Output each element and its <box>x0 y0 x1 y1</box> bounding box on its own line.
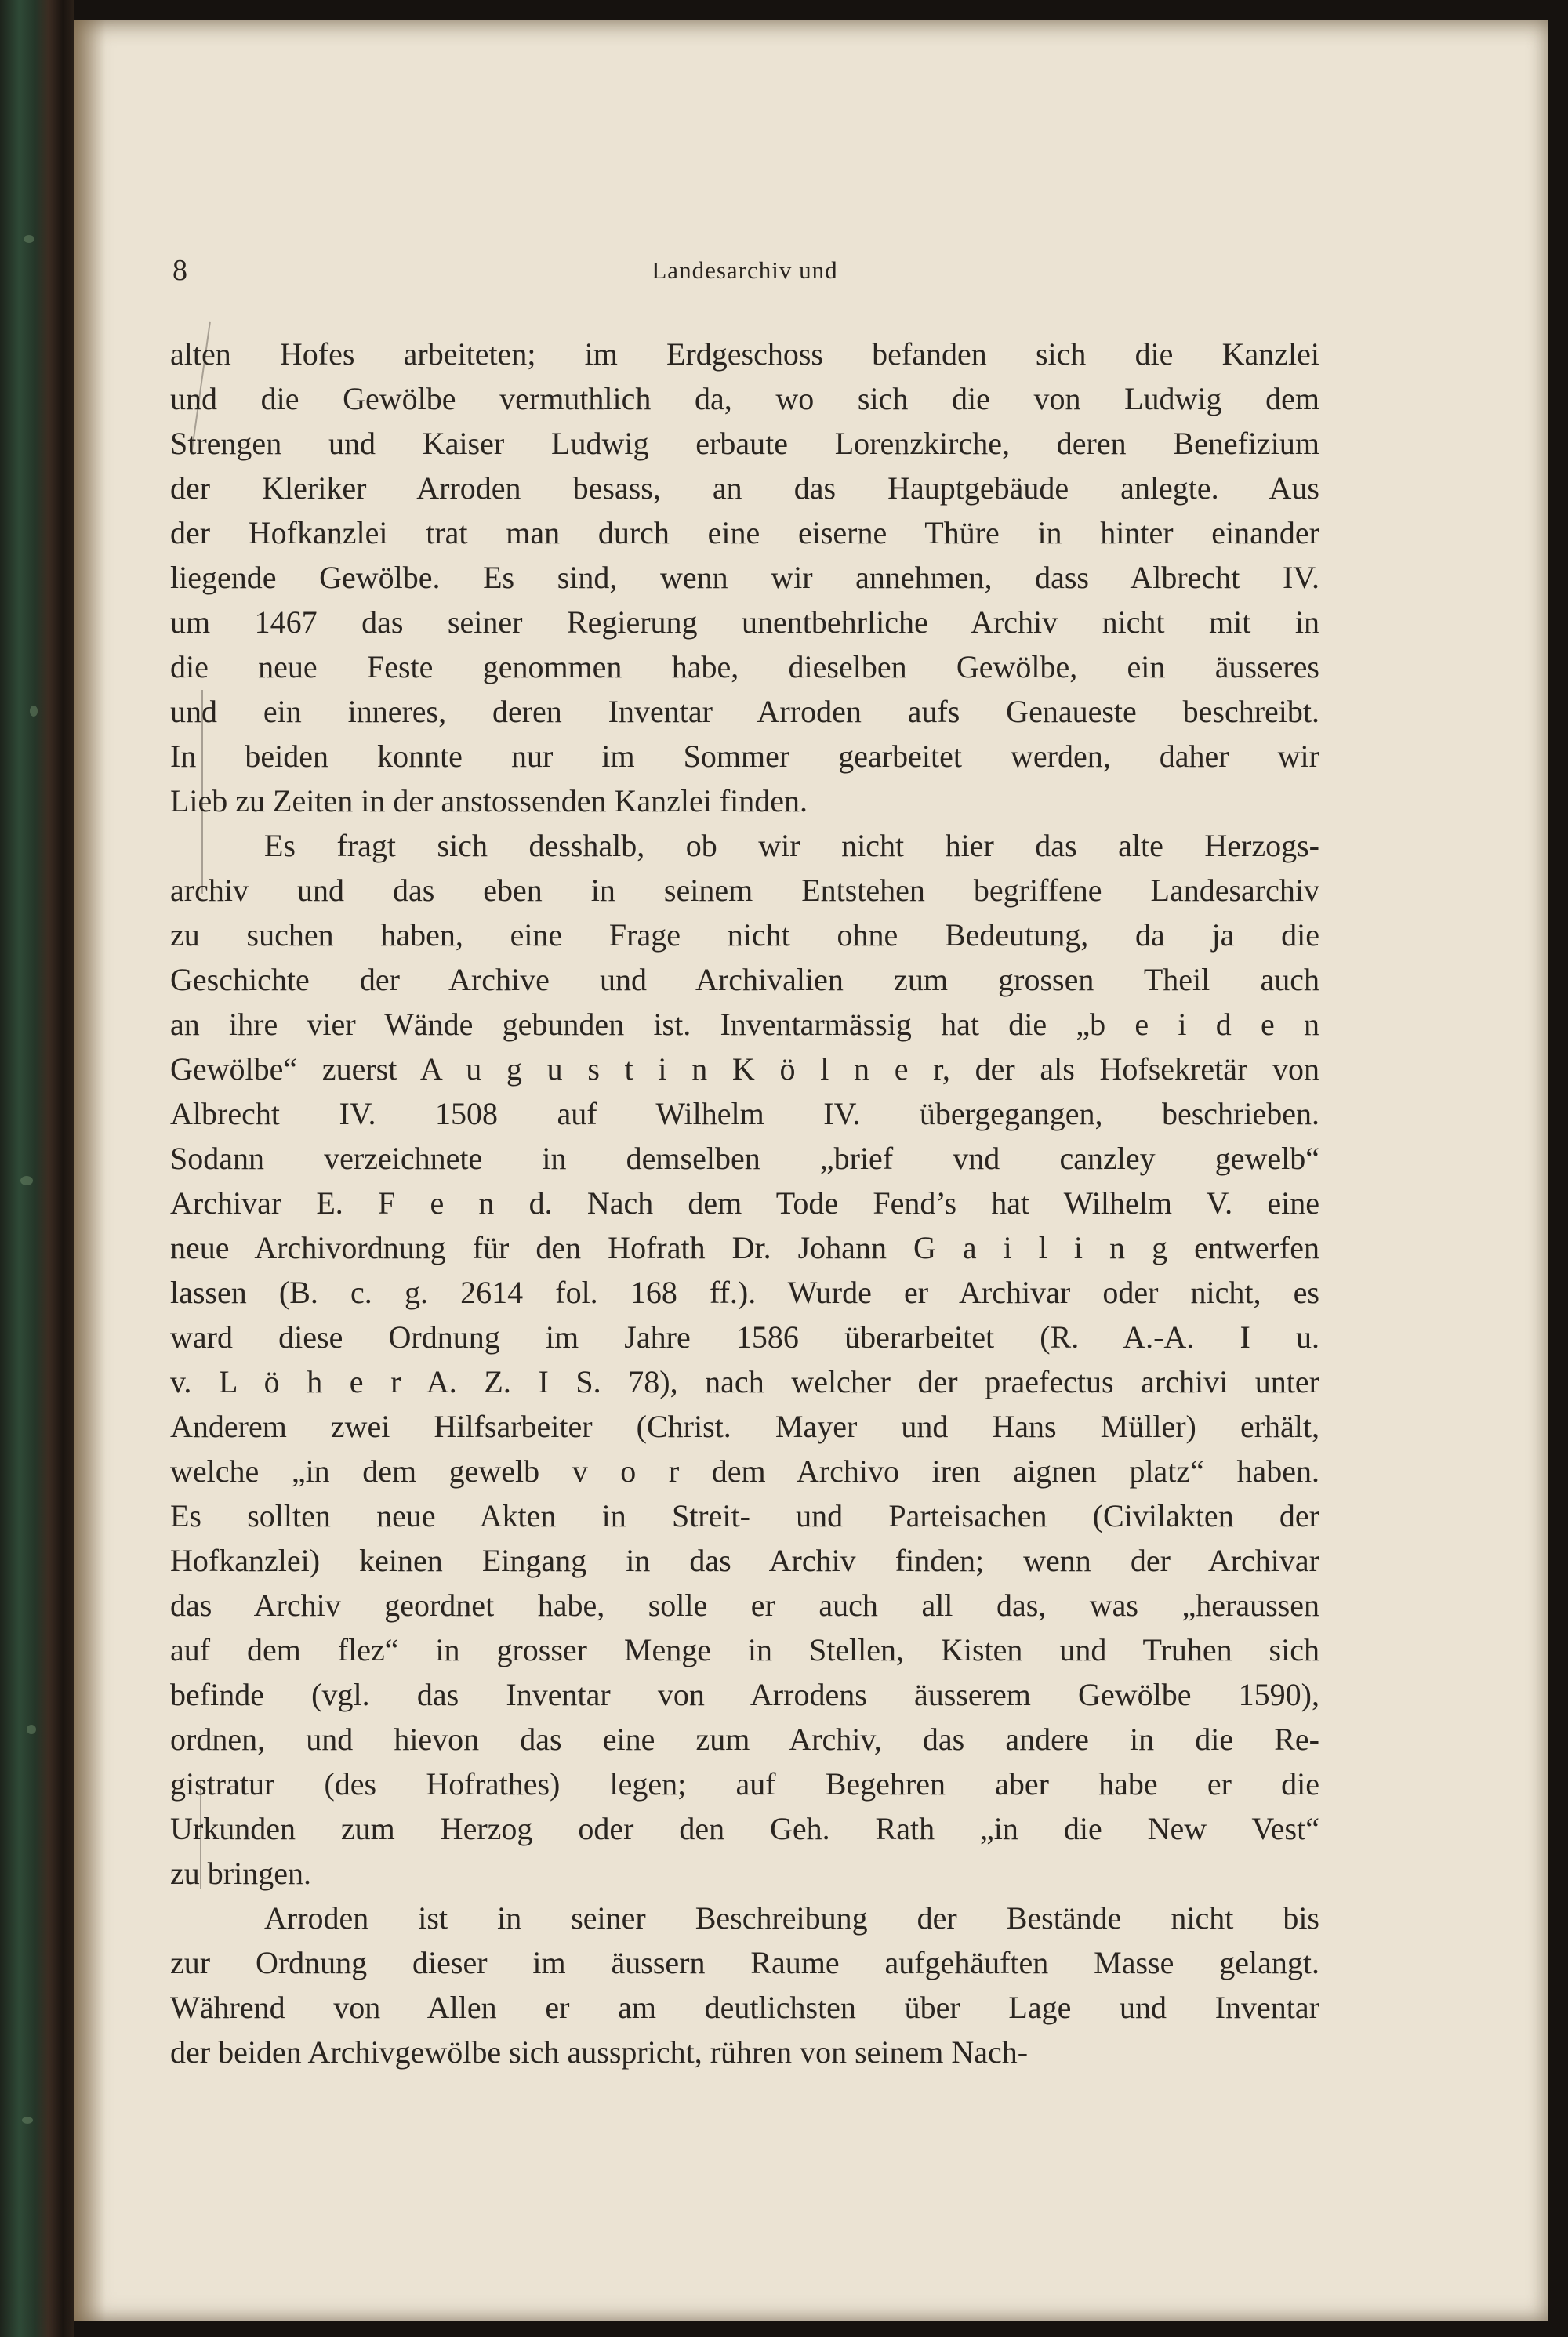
book-binding-edge <box>0 0 74 2337</box>
text-line: v. L ö h e r A. Z. I S. 78), nach welcher der praefectus archivi unter <box>170 1364 1319 1399</box>
text-line: der Hofkanzlei trat man durch eine eiserne Thüre in hinter einander <box>170 515 1319 550</box>
running-head-title: Landesarchiv und <box>652 256 838 284</box>
text-line: die neue Feste genommen habe, dieselben Gewölbe, ein äusseres <box>170 649 1319 684</box>
text-line: Hofkanzlei) keinen Eingang in das Archiv finden; wenn der Archivar <box>170 1543 1319 1578</box>
running-head <box>172 251 1317 290</box>
text-line: Geschichte der Archive und Archivalien zum grossen Theil auch <box>170 962 1319 997</box>
text-line: alten Hofes arbeiteten; im Erdgeschoss befanden sich die Kanzlei <box>170 336 1319 372</box>
text-line: Albrecht IV. 1508 auf Wilhelm IV. übergegangen, beschrieben. <box>170 1096 1319 1131</box>
text-line: In beiden konnte nur im Sommer gearbeitet werden, daher wir <box>170 738 1319 774</box>
text-line: lassen (B. c. g. 2614 fol. 168 ff.). Wurde er Archivar oder nicht, es <box>170 1275 1319 1310</box>
text-line: das Archiv geordnet habe, solle er auch all das, was „heraussen <box>170 1588 1319 1623</box>
text-line: und ein inneres, deren Inventar Arroden aufs Genaueste beschreibt. <box>170 694 1319 729</box>
text-line: zu bringen. <box>170 1856 311 1891</box>
text-line: ward diese Ordnung im Jahre 1586 überarbeitet (R. A.-A. I u. <box>170 1319 1319 1355</box>
paragraph <box>170 823 1319 1896</box>
text-line: an ihre vier Wände gebunden ist. Inventarmässig hat die „b e i d e n <box>170 1007 1319 1042</box>
text-line: Es fragt sich desshalb, ob wir nicht hier das alte Herzogs- <box>264 828 1319 863</box>
binding-texture <box>27 1725 36 1734</box>
body-text <box>170 332 1319 2074</box>
binding-texture <box>30 706 38 717</box>
text-line: Strengen und Kaiser Ludwig erbaute Lorenzkirche, deren Benefizium <box>170 426 1319 461</box>
paragraph <box>170 332 1319 823</box>
text-line: und die Gewölbe vermuthlich da, wo sich die von Ludwig dem <box>170 381 1319 416</box>
paragraph <box>170 1896 1319 2074</box>
text-line: Anderem zwei Hilfsarbeiter (Christ. Mayer und Hans Müller) erhält, <box>170 1409 1319 1444</box>
binding-texture <box>20 1176 33 1185</box>
text-line: welche „in dem gewelb v o r dem Archivo iren aignen platz“ haben. <box>170 1453 1319 1489</box>
text-line: zu suchen haben, eine Frage nicht ohne Bedeutung, da ja die <box>170 917 1319 953</box>
text-line: archiv und das eben in seinem Entstehen begriffene Landesarchiv <box>170 873 1319 908</box>
text-line: zur Ordnung dieser im äussern Raume aufgehäuften Masse gelangt. <box>170 1945 1319 1980</box>
text-line: gistratur (des Hofrathes) legen; auf Begehren aber habe er die <box>170 1766 1319 1802</box>
text-line: der Kleriker Arroden besass, an das Hauptgebäude anlegte. Aus <box>170 470 1319 506</box>
text-line: Lieb zu Zeiten in der anstossenden Kanzlei finden. <box>170 783 808 818</box>
text-line: ordnen, und hievon das eine zum Archiv, das andere in die Re- <box>170 1722 1319 1757</box>
text-line: Sodann verzeichnete in demselben „brief vnd canzley gewelb“ <box>170 1141 1319 1176</box>
text-line: liegende Gewölbe. Es sind, wenn wir annehmen, dass Albrecht IV. <box>170 560 1319 595</box>
page-number: 8 <box>172 254 187 287</box>
text-line: Arroden ist in seiner Beschreibung der Bestände nicht bis <box>264 1900 1319 1936</box>
binding-texture <box>22 2117 33 2124</box>
text-line: Es sollten neue Akten in Streit- und Parteisachen (Civilakten der <box>170 1498 1319 1533</box>
binding-texture <box>24 235 34 243</box>
text-line: Während von Allen er am deutlichsten über Lage und Inventar <box>170 1990 1319 2025</box>
text-line: Gewölbe“ zuerst A u g u s t i n K ö l n e r, der als Hofsekretär von <box>170 1051 1319 1087</box>
text-line: Archivar E. F e n d. Nach dem Tode Fend’s hat Wilhelm V. eine <box>170 1185 1319 1221</box>
text-line: Urkunden zum Herzog oder den Geh. Rath „in die New Vest“ <box>170 1811 1319 1846</box>
text-line: neue Archivordnung für den Hofrath Dr. Johann G a i l i n g entwerfen <box>170 1230 1319 1265</box>
text-line: auf dem flez“ in grosser Menge in Stellen, Kisten und Truhen sich <box>170 1632 1319 1667</box>
page-gutter-shadow <box>74 20 106 2321</box>
text-line: befinde (vgl. das Inventar von Arrodens äusserem Gewölbe 1590), <box>170 1677 1319 1712</box>
text-line: der beiden Archivgewölbe sich ausspricht, rühren von seinem Nach- <box>170 2034 1029 2070</box>
text-line: um 1467 das seiner Regierung unentbehrliche Archiv nicht mit in <box>170 604 1319 640</box>
